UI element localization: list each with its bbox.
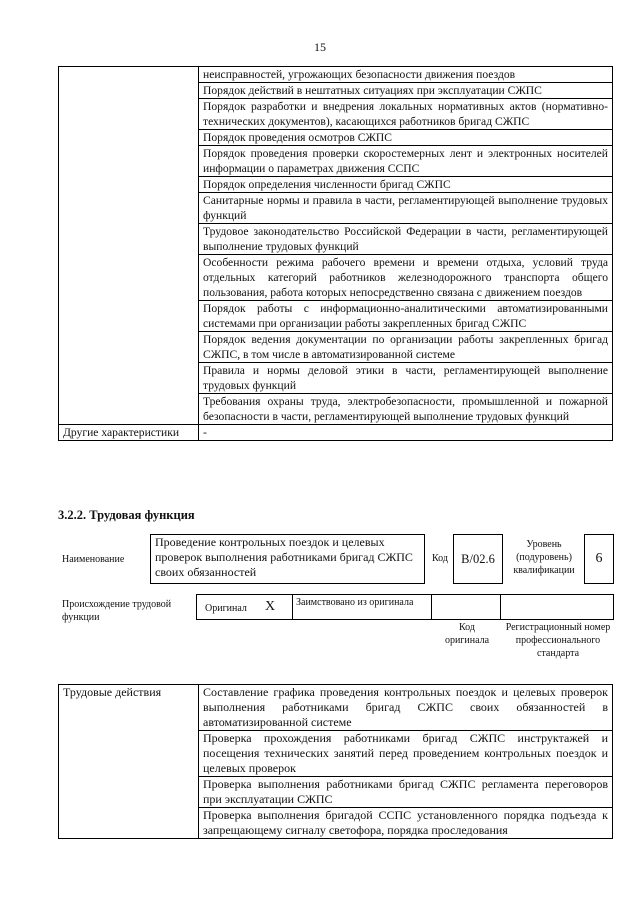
table-cell: Порядок проведения осмотров СЖПС	[199, 130, 613, 146]
actions-label: Трудовые действия	[59, 685, 199, 839]
origin-divider	[500, 594, 501, 620]
reg-number-label: Регистрационный номер профессионального стандарта	[505, 622, 611, 659]
labor-actions-table	[58, 684, 613, 839]
code-label: Код	[432, 553, 448, 564]
table-cell: Санитарные нормы и правила в части, регламентирующей выполнение трудовых функций	[199, 193, 613, 224]
table-cell: Особенности режима рабочего времени и времени отдыха, условий труда отдельных категорий работников железнодорожного транспорта общего пользования, работа которых непосредственно связана с движением поездов	[199, 255, 613, 301]
function-name: Проведение контрольных поездок и целевых проверок выполнения работниками бригад СЖПС своих обязанностей	[150, 534, 425, 584]
function-code: В/02.6	[453, 534, 503, 584]
origin-label: Происхождение трудовой функции	[62, 599, 172, 623]
page-bottom-margin	[0, 860, 640, 905]
table-cell: Проверка выполнения работниками бригад СЖПС регламента переговоров при эксплуатации СЖПС	[199, 777, 613, 808]
table-row	[59, 685, 613, 731]
table-cell: Трудовое законодательство Российской Федерации в части, регламентирующей выполнение трудовых функций	[199, 224, 613, 255]
table-cell: Порядок действий в нештатных ситуациях при эксплуатации СЖПС	[199, 83, 613, 99]
code-original-label: Код оригинала	[444, 622, 490, 646]
table-cell: неисправностей, угрожающих безопасности движения поездов	[199, 67, 613, 83]
table-cell: Правила и нормы деловой этики в части, регламентирующей выполнение трудовых функций	[199, 363, 613, 394]
table-cell: Порядок определения численности бригад СЖПС	[199, 177, 613, 193]
origin-divider	[431, 594, 432, 620]
borrowed-label: Заимствовано из оригинала	[296, 597, 414, 608]
qualification-level: 6	[584, 534, 614, 584]
table-cell: Порядок ведения документации по организации работы закрепленных бригад СЖПС, в том числе в автоматизированной системе	[199, 332, 613, 363]
table-row	[59, 425, 613, 441]
table-cell: Проверка выполнения бригадой ССПС установленного порядка подъезда к запрещающему сигналу светофора, порядка проследования	[199, 808, 613, 839]
table-row	[59, 67, 613, 83]
table-cell: Проверка прохождения работниками бригад СЖПС инструктажей и посещения технических занятий перед проведением контрольных поездок и целевых проверок	[199, 731, 613, 777]
other-characteristics-label: Другие характеристики	[59, 425, 199, 441]
table-cell: Требования охраны труда, электробезопасности, промышленной и пожарной безопасности в части, регламентирующей выполнение трудовых функций	[199, 394, 613, 425]
table-cell: Порядок работы с информационно-аналитическими автоматизированными системами при организации работы закрепленных бригад СЖПС	[199, 301, 613, 332]
other-characteristics-value: -	[199, 425, 613, 441]
table-cell: Порядок проведения проверки скоростемерных лент и электронных носителей информации о параметрах движения ССПС	[199, 146, 613, 177]
table-cell: Порядок разработки и внедрения локальных нормативных актов (нормативно-технических документов), касающихся работников бригад СЖПС	[199, 99, 613, 130]
section-title: 3.2.2. Трудовая функция	[58, 508, 195, 522]
origin-divider	[292, 594, 293, 620]
row-label-cell	[59, 67, 199, 425]
knowledge-table	[58, 66, 613, 441]
page-number: 15	[314, 40, 326, 54]
original-mark: X	[265, 599, 276, 614]
original-label: Оригинал	[205, 603, 247, 614]
table-cell: Составление графика проведения контрольных поездок и целевых проверок выполнения работниками бригад СЖПС своих обязанностей в автоматизированной системе	[199, 685, 613, 731]
level-label: Уровень (подуровень) квалификации	[513, 539, 575, 576]
name-label: Наименование	[62, 554, 125, 565]
